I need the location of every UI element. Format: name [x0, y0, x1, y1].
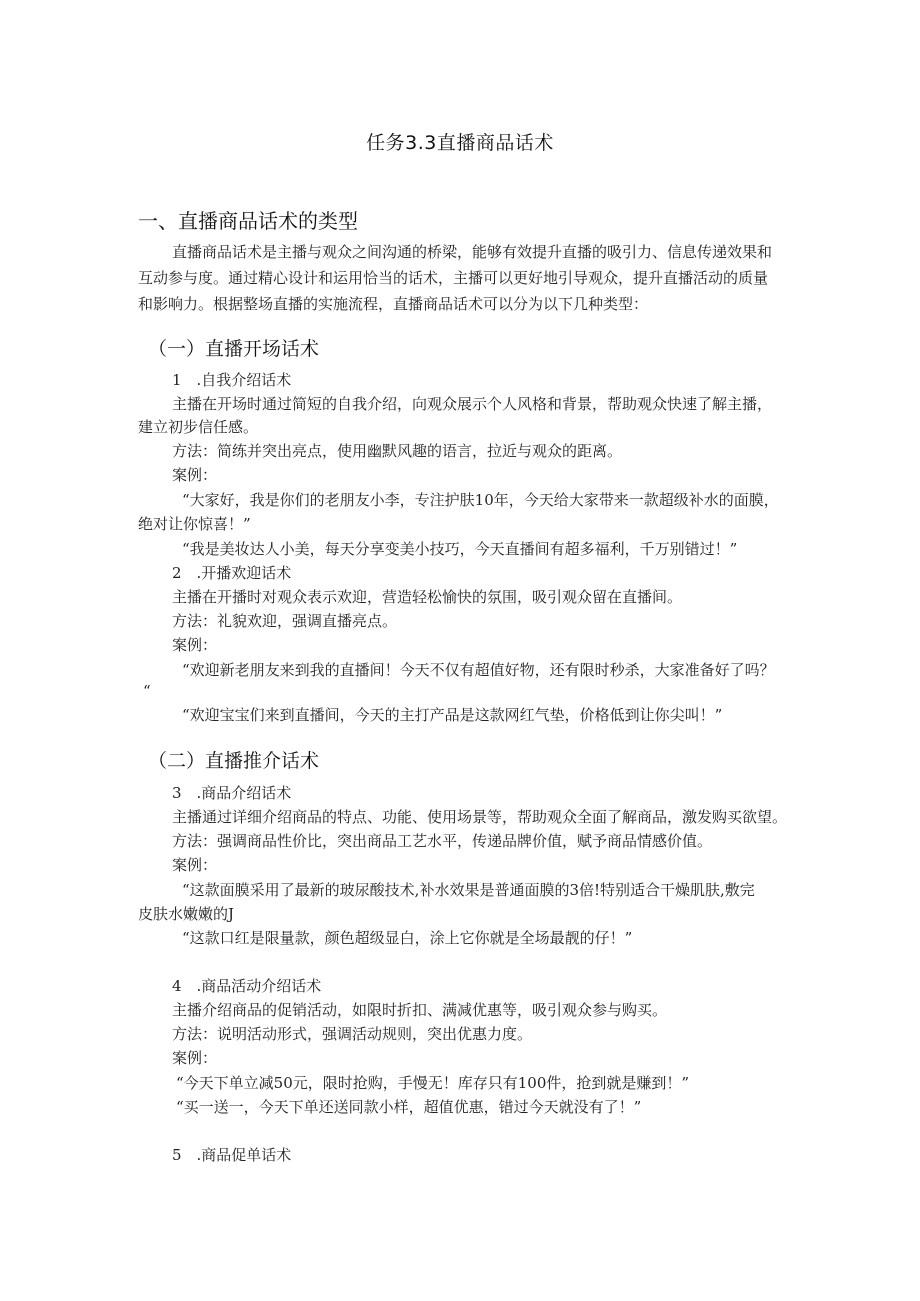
case-quote: “买一送一，今天下单还送同款小样，超值优惠，错过今天就没有了！” — [176, 1098, 642, 1116]
case-quote: “这款口红是限量款，颜色超级显白，涂上它你就是全场最靓的仔！” — [182, 929, 633, 947]
item-method: 方法：礼貌欢迎，强调直播亮点。 — [172, 612, 398, 630]
case-quote: “今天下单立减50元，限时抢购，手慢无！库存只有100件，抢到就是赚到！” — [176, 1074, 690, 1092]
case-quote: “欢迎宝宝们来到直播间，今天的主打产品是这款网红气垫，价格低到让你尖叫！” — [182, 706, 723, 724]
item-title: 1 .自我介绍话术 — [172, 371, 292, 389]
case-quote: “欢迎新老朋友来到我的直播间！今天不仅有超值好物，还有限时秒杀，大家准备好了吗？ — [182, 661, 775, 679]
item-method: 方法：说明活动形式，强调活动规则，突出优惠力度。 — [172, 1025, 533, 1043]
section-heading: 一、直播商品话术的类型 — [138, 209, 358, 233]
item-title: 2 .开播欢迎话术 — [172, 564, 292, 582]
case-quote: “我是美妆达人小美，每天分享变美小技巧，今天直播间有超多福利，千万别错过！” — [182, 540, 738, 558]
case-label: 案例： — [172, 466, 218, 484]
case-label: 案例： — [172, 1049, 218, 1067]
case-quote: 皮肤水嫩嫩的J — [138, 905, 235, 923]
item-title: 3 .商品介绍话术 — [172, 784, 292, 802]
case-quote: 绝对让你惊喜！” — [138, 515, 251, 533]
subsection-heading: （一）直播开场话术 — [148, 338, 320, 360]
subsection-heading: （二）直播推介话术 — [148, 750, 320, 772]
item-method: 方法：强调商品性价比，突出商品工艺水平，传递品牌价值，赋予商品情感价值。 — [172, 832, 713, 850]
case-quote: “大家好，我是你们的老朋友小李，专注护肤10年，今天给大家带来一款超级补水的面膜， — [182, 491, 779, 509]
item-title: 5 .商品促单话术 — [172, 1146, 292, 1164]
intro-line: 互动参与度。通过精心设计和运用恰当的话术，主播可以更好地引导观众，提升直播活动的质量 — [138, 269, 769, 287]
case-quote: “这款面膜采用了最新的玻尿酸技术,补水效果是普通面膜的3倍!特别适合干燥肌肤,敷完 — [182, 881, 755, 899]
page-title: 任务3.3直播商品话术 — [366, 132, 554, 154]
intro-line: 直播商品话术是主播与观众之间沟通的桥梁，能够有效提升直播的吸引力、信息传递效果和 — [172, 243, 773, 261]
item-method: 方法：简练并突出亮点，使用幽默风趣的语言，拉近与观众的距离。 — [172, 442, 623, 460]
case-label: 案例： — [172, 856, 218, 874]
item-desc: 主播通过详细介绍商品的特点、功能、使用场景等，帮助观众全面了解商品，激发购买欲望。 — [172, 808, 788, 826]
case-quote: “ — [143, 682, 151, 700]
intro-line: 和影响力。根据整场直播的实施流程，直播商品话术可以分为以下几种类型： — [138, 295, 649, 313]
case-label: 案例： — [172, 636, 218, 654]
item-desc: 主播介绍商品的促销活动，如限时折扣、满减优惠等，吸引观众参与购买。 — [172, 1001, 668, 1019]
item-desc: 建立初步信任感。 — [138, 418, 259, 436]
item-desc: 主播在开播时对观众表示欢迎，营造轻松愉快的氛围，吸引观众留在直播间。 — [172, 588, 683, 606]
item-title: 4 .商品活动介绍话术 — [172, 977, 322, 995]
item-desc: 主播在开场时通过简短的自我介绍，向观众展示个人风格和背景，帮助观众快速了解主播， — [172, 395, 773, 413]
